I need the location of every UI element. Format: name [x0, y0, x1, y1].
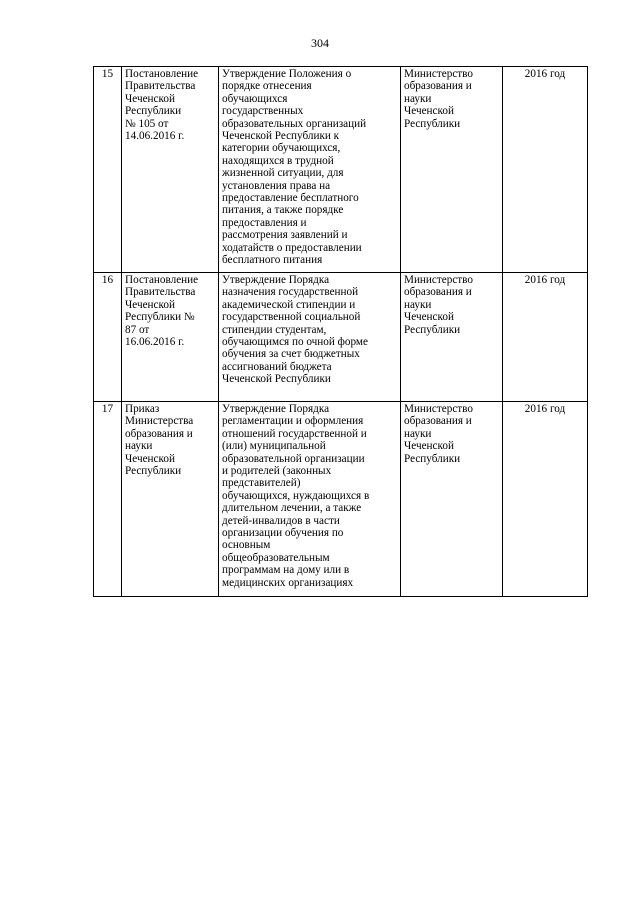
responsible-cell: Министерство образования и науки Чеченской Республики: [401, 402, 503, 597]
plan-table: [93, 66, 588, 597]
year-cell: 2016 год: [503, 402, 588, 597]
description-cell: Утверждение Порядка регламентации и оформления отношений государственной и (или) муниципальной образовательной организации и родителей (законных представителей) обучающихся, нуждающихся в длительном лечении, а также детей-инвалидов в части организации обучения по основным общеобразовательным программам на дому или в медицинских организациях: [219, 402, 401, 597]
table-row: [94, 273, 588, 402]
page-number: 304: [311, 36, 329, 50]
year-cell: 2016 год: [503, 67, 588, 273]
document-cell: Постановление Правительства Чеченской Республики № 87 от 16.06.2016 г.: [122, 273, 219, 402]
table-row: [94, 402, 588, 597]
row-number: 17: [94, 402, 122, 597]
description-cell: Утверждение Положения о порядке отнесения обучающихся государственных образовательных организаций Чеченской Республики к категории обучающихся, находящихся в трудной жизненной ситуации, для установления права на предоставление бесплатного питания, а также порядке предоставления и рассмотрения заявлений и ходатайств о предоставлении бесплатного питания: [219, 67, 401, 273]
document-cell: Приказ Министерства образования и науки Чеченской Республики: [122, 402, 219, 597]
responsible-cell: Министерство образования и науки Чеченской Республики: [401, 273, 503, 402]
row-number: 15: [94, 67, 122, 273]
table-row: [94, 67, 588, 273]
year-cell: 2016 год: [503, 273, 588, 402]
responsible-cell: Министерство образования и науки Чеченской Республики: [401, 67, 503, 273]
row-number: 16: [94, 273, 122, 402]
document-cell: Постановление Правительства Чеченской Республики № 105 от 14.06.2016 г.: [122, 67, 219, 273]
description-cell: Утверждение Порядка назначения государственной академической стипендии и государственной социальной стипендии студентам, обучающимся по очной форме обучения за счет бюджетных ассигнований бюджета Чеченской Республики: [219, 273, 401, 402]
